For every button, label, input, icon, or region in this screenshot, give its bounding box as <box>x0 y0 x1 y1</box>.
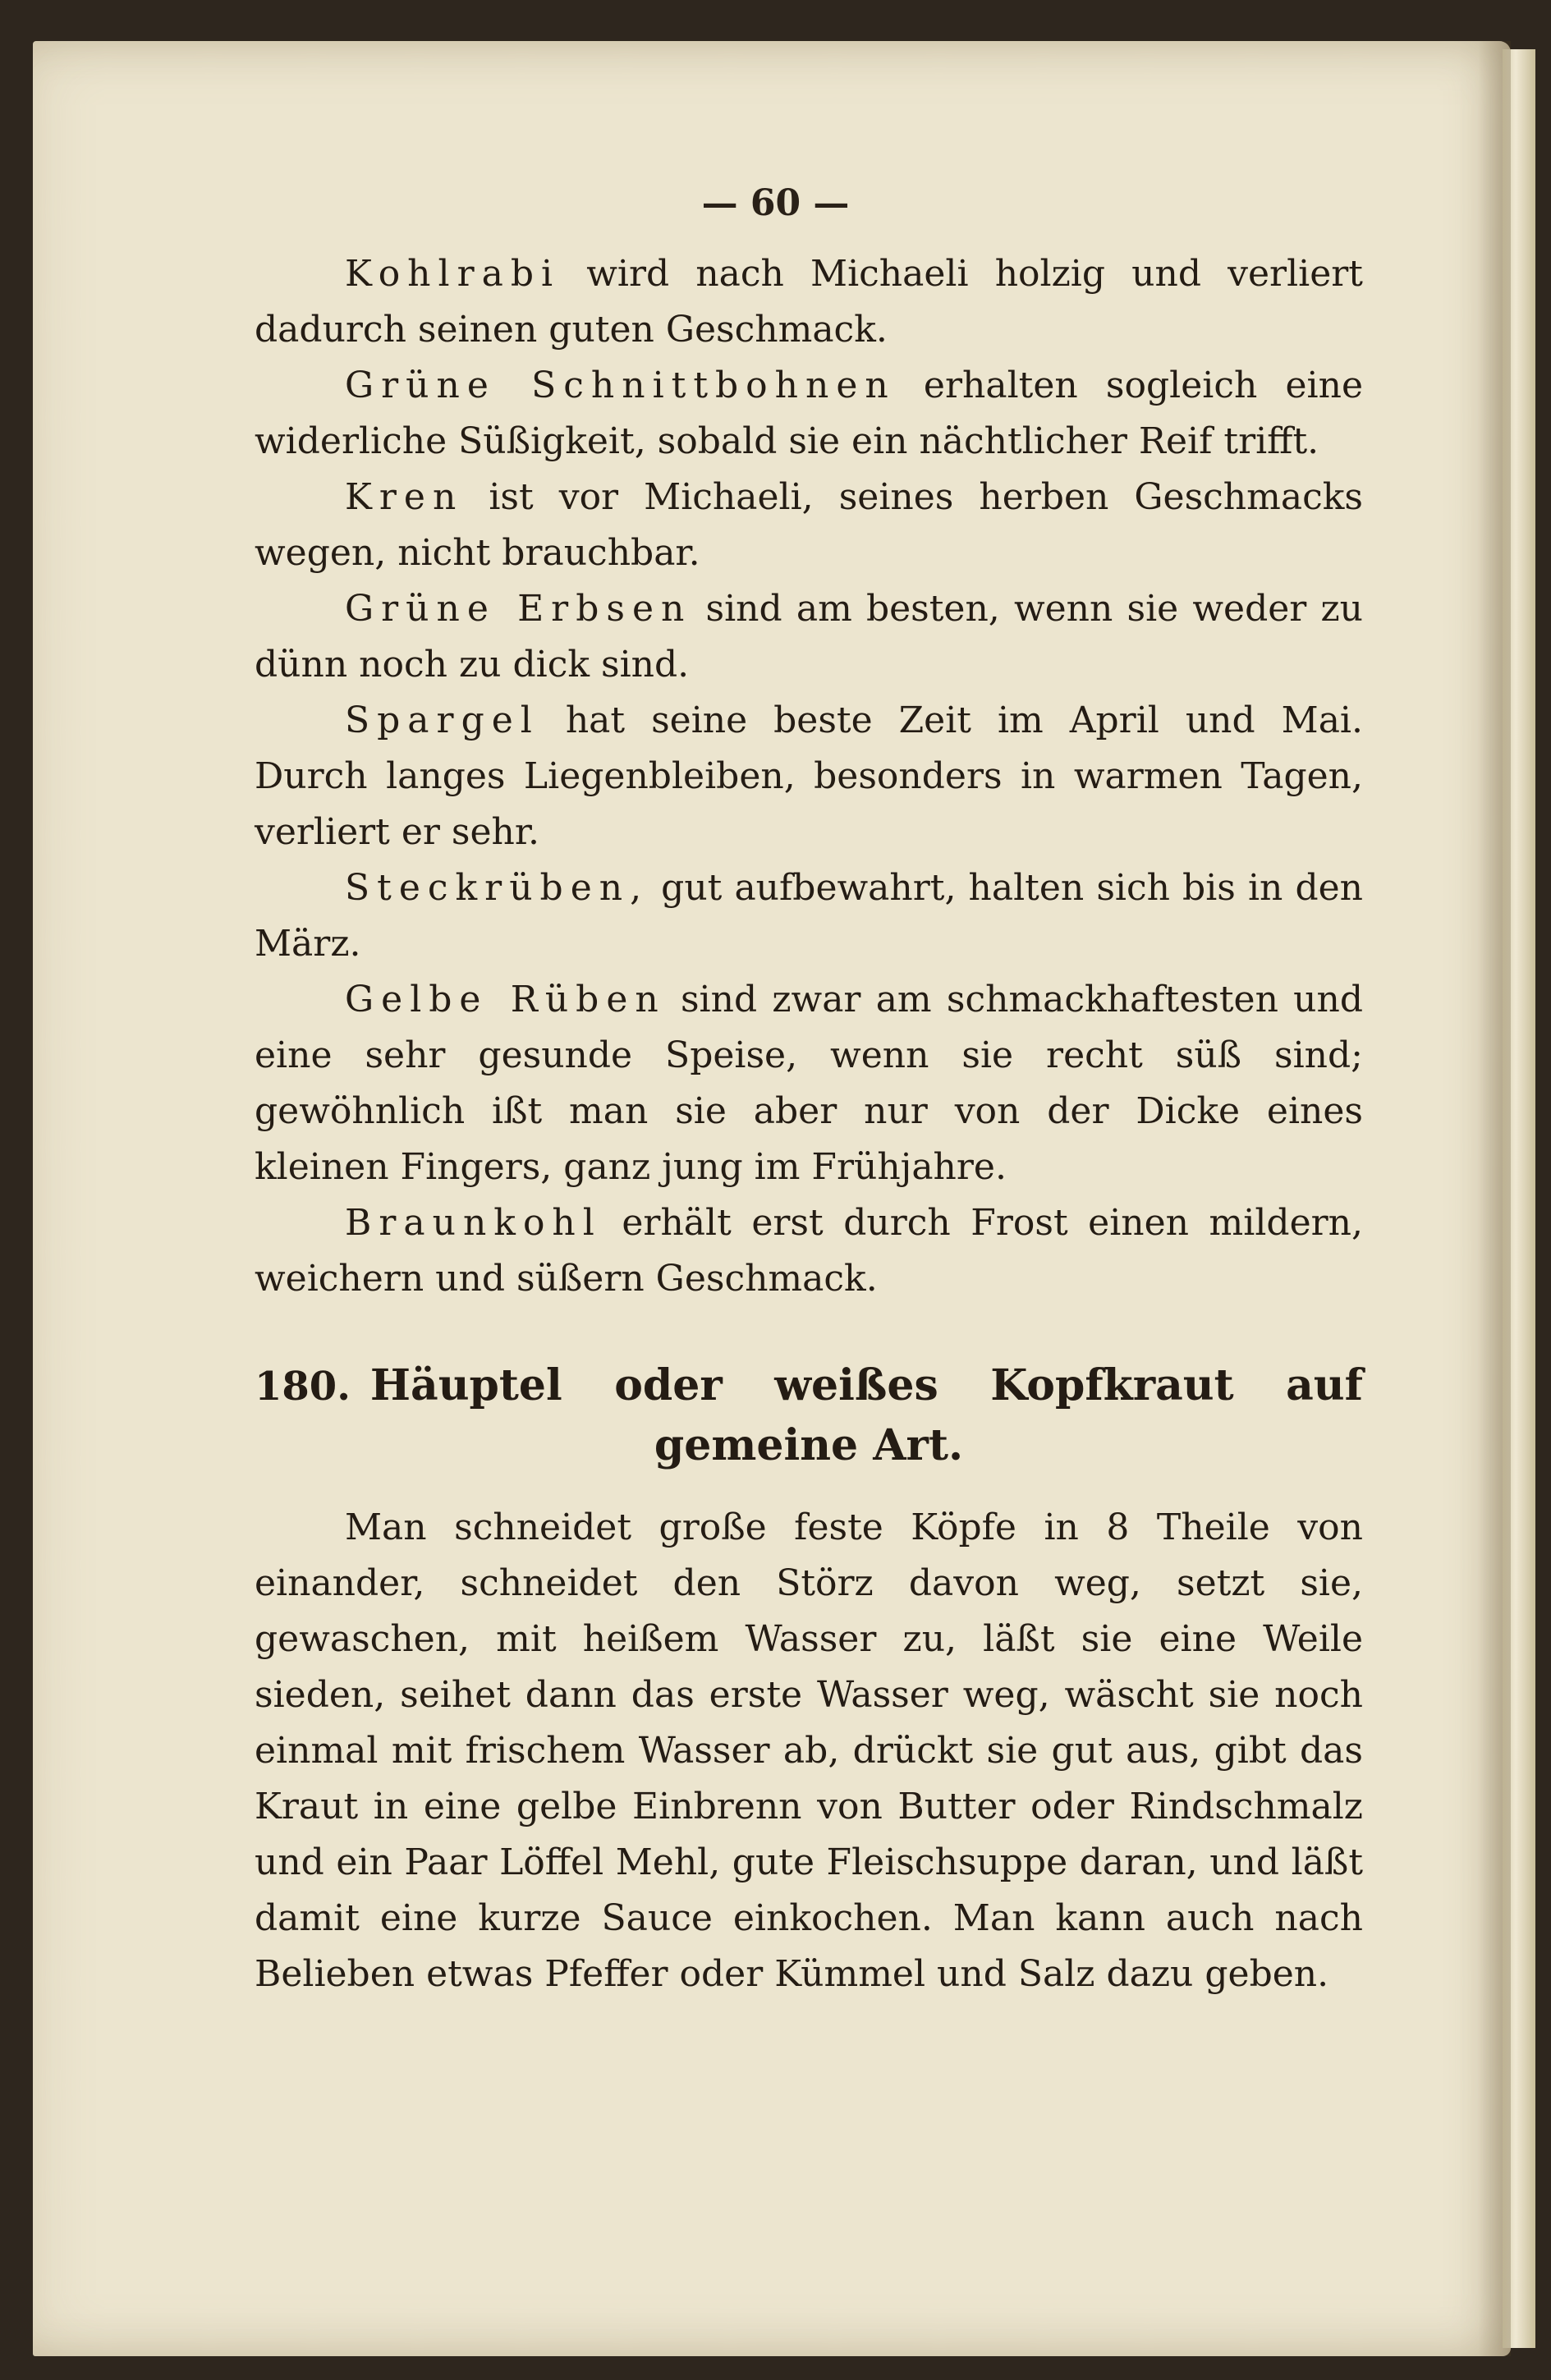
paragraph-text: hat seine beste Zeit im April und Mai. Durch langes Liegenbleiben, besonders in warmen Tagen, verliert er sehr. <box>255 699 1363 853</box>
paragraph-erbsen <box>255 581 1363 693</box>
keyword: Grüne Erbsen <box>345 588 692 630</box>
keyword: Braunkohl <box>345 1202 602 1244</box>
section-number: 180. <box>255 1364 351 1410</box>
paragraph-text: sind zwar am schmackhaftesten und eine sehr gesunde Speise, wenn sie recht süß sind; gewöhnlich ißt man sie aber nur von der Dicke eines kleinen Fingers, ganz jung im Frühjahre. <box>255 979 1363 1188</box>
keyword: Kren <box>345 476 464 518</box>
paragraph-text: gut aufbewahrt, halten sich bis in den März. <box>255 867 1363 965</box>
keyword: Kohlrabi <box>345 253 561 295</box>
paragraph-text: ist vor Michaeli, seines herben Geschmacks wegen, nicht brauchbar. <box>255 476 1363 574</box>
section-title: Häuptel oder weißes Kopfkraut auf gemeine Art. <box>369 1360 1363 1470</box>
paragraph-spargel <box>255 693 1363 860</box>
paragraph-gelbe-rueben <box>255 972 1363 1195</box>
paragraph-kohlrabi <box>255 246 1363 358</box>
paragraph-text: wird nach Michaeli holzig und verliert dadurch seinen guten Geschmack. <box>255 253 1363 351</box>
paragraph-kren <box>255 470 1363 581</box>
section-paragraph: Man schneidet große feste Köpfe in 8 Theile von einander, schneidet den Störz davon weg, setzt sie, gewaschen, mit heißem Wasser zu, läßt sie eine Weile sieden, seihet dann das erste Wasser weg, wäscht sie noch einmal mit frischem Wasser ab, drückt sie gut aus, gibt das Kraut in eine gelbe Einbrenn von Butter oder Rindschmalz und ein Paar Löffel Mehl, gute Fleischsuppe daran, und läßt damit eine kurze Sauce einkochen. Man kann auch nach Belieben etwas Pfeffer oder Kümmel und Salz dazu geben. <box>255 1506 1363 1995</box>
keyword: Spargel <box>345 699 539 741</box>
keyword: Gelbe Rüben <box>345 979 666 1020</box>
section-heading <box>255 1356 1363 1475</box>
paragraph-steckrueben <box>255 860 1363 972</box>
page-number: — 60 — <box>701 182 850 224</box>
page-body <box>255 246 1363 2002</box>
page-shadow <box>1478 41 1511 2356</box>
keyword: Grüne Schnittbohnen <box>345 365 896 406</box>
paragraph-text: erhält erst durch Frost einen mildern, weichern und süßern Geschmack. <box>255 1202 1363 1300</box>
paragraph-schnittbohnen <box>255 358 1363 470</box>
paragraph-text: erhalten sogleich eine widerliche Süßigkeit, sobald sie ein nächtlicher Reif trifft. <box>255 365 1363 462</box>
paragraph-braunkohl <box>255 1195 1363 1307</box>
keyword: Steckrüben, <box>345 867 649 909</box>
paragraph-text: sind am besten, wenn sie weder zu dünn noch zu dick sind. <box>255 588 1363 686</box>
